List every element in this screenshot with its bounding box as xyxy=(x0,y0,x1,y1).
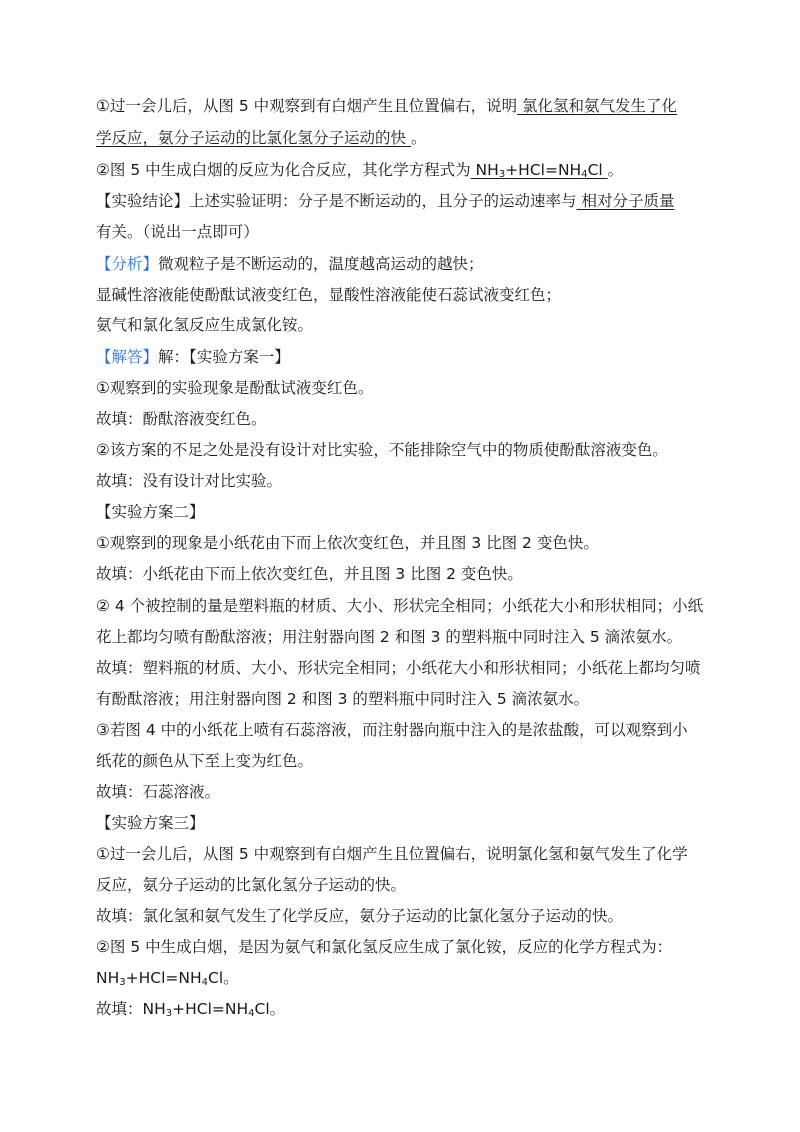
formula-part: Cl。 xyxy=(208,969,239,987)
formula-part: +HCl=NH xyxy=(172,1000,249,1018)
text-line xyxy=(96,94,716,118)
line-text: 。 xyxy=(607,161,624,179)
text-line: 有关。（说出一点即可） xyxy=(96,223,259,241)
text-line xyxy=(96,158,716,182)
text-line: ①过一会儿后，从图 5 中观察到有白烟产生且位置偏右，说明氯化氢和氨气发生了化学 xyxy=(96,845,688,863)
answer-formula xyxy=(471,161,608,179)
line-text: 故填： xyxy=(96,1000,143,1018)
text-line: ②该方案的不足之处是没有设计对比实验，不能排除空气中的物质使酚酞溶液变色。 xyxy=(96,441,668,459)
line-text: 。 xyxy=(410,129,427,147)
formula-subscript: 3 xyxy=(119,977,126,988)
text-line: 氨气和氯化氢反应生成氯化铵。 xyxy=(96,316,314,334)
text-line: 纸花的颜色从下至上变为红色。 xyxy=(96,752,314,770)
text-line: 反应，氨分子运动的比氯化氢分子运动的快。 xyxy=(96,876,407,894)
text-line: 花上都均匀喷有酚酞溶液；用注射器向图 2 和图 3 的塑料瓶中同时注入 5 滴浓氨水。 xyxy=(96,628,683,646)
text-line: 故填：没有设计对比实验。 xyxy=(96,472,283,490)
answer-tag: 【解答】 xyxy=(96,348,159,366)
formula-part: NH xyxy=(142,1000,166,1018)
formula-part: Cl。 xyxy=(254,1000,286,1018)
text-line xyxy=(96,252,716,276)
formula-part: NH xyxy=(470,161,499,179)
answer-underlined: 学反应，氨分子运动的比氯化氢分子运动的快 xyxy=(96,129,411,147)
text-line: 【实验方案二】 xyxy=(96,503,205,521)
answer-underlined: 相对分子质量 xyxy=(576,192,675,210)
line-text: 解：【实验方案一】 xyxy=(158,348,290,366)
text-line: ①观察到的实验现象是酚酞试液变红色。 xyxy=(96,379,374,397)
text-line: 故填：小纸花由下而上依次变红色，并且图 3 比图 2 变色快。 xyxy=(96,565,523,583)
text-line: 故填：酚酞溶液变红色。 xyxy=(96,410,267,428)
text-line: ② 4 个被控制的量是塑料瓶的材质、大小、形状完全相同；小纸花大小和形状相同；小纸 xyxy=(96,597,704,615)
text-line xyxy=(96,345,716,369)
text-line: ③若图 4 中的小纸花上喷有石蕊溶液，而注射器向瓶中注入的是浓盐酸，可以观察到小 xyxy=(96,721,688,739)
text-line xyxy=(96,966,716,990)
formula-part: Cl xyxy=(587,161,608,179)
text-line xyxy=(96,189,716,213)
answer-underlined: 氯化氢和氨气发生了化 xyxy=(517,97,678,115)
line-text: ①过一会儿后，从图 5 中观察到有白烟产生且位置偏右，说明 xyxy=(96,97,518,115)
line-text: ②图 5 中生成白烟的反应为化合反应，其化学方程式为 xyxy=(96,161,471,179)
line-text: 微观粒子是不断运动的，温度越高运动的越快； xyxy=(158,255,484,273)
text-line: 【实验方案三】 xyxy=(96,814,205,832)
formula-subscript: 3 xyxy=(165,1008,173,1019)
formula-subscript: 4 xyxy=(248,1008,255,1019)
line-text: 【实验结论】上述实验证明：分子是不断运动的，且分子的运动速率与 xyxy=(96,192,577,210)
text-line: 故填：石蕊溶液。 xyxy=(96,783,221,801)
text-line xyxy=(96,997,716,1021)
formula-part: +HCl=NH xyxy=(125,969,202,987)
formula-part: NH xyxy=(96,969,120,987)
text-line: 故填：塑料瓶的材质、大小、形状完全相同；小纸花大小和形状相同；小纸花上都均匀喷 xyxy=(96,659,701,677)
text-line: 显碱性溶液能使酚酞试液变红色，显酸性溶液能使石蕊试液变红色； xyxy=(96,286,562,304)
formula-subscript: 3 xyxy=(498,169,506,180)
text-line: ②图 5 中生成白烟，是因为氨气和氯化氢反应生成了氯化铵，反应的化学方程式为： xyxy=(96,938,673,956)
analysis-tag: 【分析】 xyxy=(96,255,159,273)
formula-part: +HCl=NH xyxy=(505,161,582,179)
text-line: ①观察到的现象是小纸花由下而上依次变红色，并且图 3 比图 2 变色快。 xyxy=(96,534,599,552)
text-line: 故填：氯化氢和氨气发生了化学反应，氨分子运动的比氯化氢分子运动的快。 xyxy=(96,907,624,925)
formula-subscript: 4 xyxy=(581,169,588,180)
text-line: 有酚酞溶液；用注射器向图 2 和图 3 的塑料瓶中同时注入 5 滴浓氨水。 xyxy=(96,690,590,708)
formula-subscript: 4 xyxy=(201,977,209,988)
text-line xyxy=(96,126,716,150)
